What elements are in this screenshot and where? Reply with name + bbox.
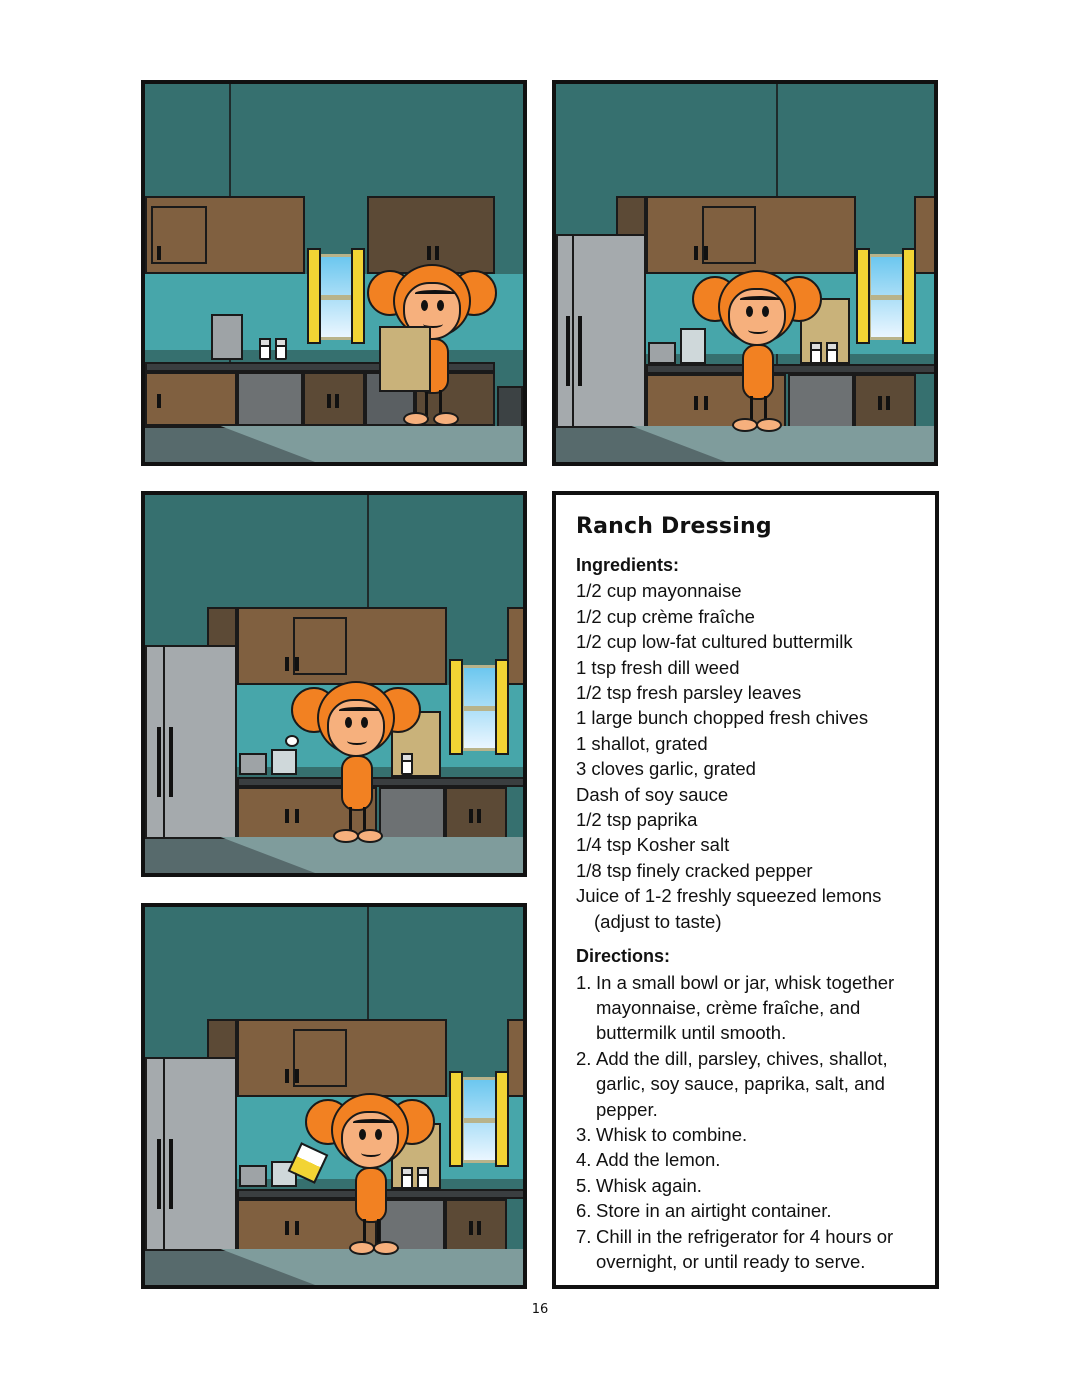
ingredient-note: (adjust to taste) [594,910,722,932]
ingredient-item: Dash of soy sauce [576,783,729,805]
curtain-left [856,248,870,344]
ingredient-item: 1/2 tsp paprika [576,809,698,831]
direction-step: 7. Chill in the refrigerator for 4 hours or overnight, or until ready to serve. [576,1225,894,1272]
ingredient-item: 1/2 cup crème fraîche [576,605,755,627]
direction-step: 1. In a small bowl or jar, whisk together mayonnaise, crème fraîche, and buttermilk until smooth. [576,971,895,1044]
trash-can [497,386,523,428]
lower-cabinet [145,372,237,426]
monkey-character [692,270,822,430]
ingredients-list [576,578,915,934]
ingredient-item: 1/4 tsp Kosher salt [576,834,730,856]
upper-cabinet [145,196,305,274]
ingredients-heading: Ingredients: [576,555,680,575]
comic-panel-2 [552,80,938,466]
direction-step: 4. Add the lemon. [576,1149,721,1171]
toaster [239,753,267,775]
recipe-title: Ranch Dressing [576,514,772,539]
directions-section [576,944,915,1274]
curtain-left [449,659,463,755]
ingredient-item: 1/2 tsp fresh parsley leaves [576,682,802,704]
direction-step: 5. Whisk again. [576,1174,702,1196]
grocery-bag [379,326,431,392]
ingredient-item [576,883,915,934]
coffee-maker [211,314,243,360]
refrigerator [556,234,646,434]
ingredient-item: 1/2 cup low-fat cultured buttermilk [576,631,853,653]
direction-step: 6. Store in an airtight container. [576,1200,832,1222]
recipe-card [552,491,939,1289]
monkey-character [305,1093,435,1253]
curtain-right [495,659,509,755]
jar [275,342,287,360]
cabinet-handle [427,246,431,260]
upper-cabinet [237,1019,447,1097]
upper-cabinet [237,607,447,685]
cabinet-handle [435,246,439,260]
comic-panel-3 [141,491,527,877]
ingredient-item: 1 shallot, grated [576,732,708,754]
refrigerator [145,645,237,845]
directions-heading: Directions: [576,946,671,967]
upper-cabinet [367,196,495,274]
direction-step: 2. Add the dill, parsley, chives, shallot, garlic, soy sauce, paprika, salt, and pepper. [576,1047,888,1120]
curtain-right [351,248,365,344]
direction-step: 3. Whisk to combine. [576,1123,748,1145]
lower-cabinet [445,1199,507,1253]
curtain-right [495,1071,509,1167]
curtain-right [902,248,916,344]
toaster [648,342,676,364]
ingredient-item: 1 tsp fresh dill weed [576,656,740,678]
ingredient-item: 3 cloves garlic, grated [576,758,756,780]
curtain-left [307,248,321,344]
jar [259,342,271,360]
cabinet-handle [157,246,161,260]
comic-panel-1 [141,80,527,466]
directions-list [576,970,915,1275]
toaster [239,1165,267,1187]
window [317,254,355,340]
jar [826,346,838,364]
ingredient-item: 1/8 tsp finely cracked pepper [576,859,813,881]
lower-cabinet [854,374,916,428]
comic-panel-4 [141,903,527,1289]
ingredient-text: Juice of 1-2 freshly squeezed lemons [576,885,882,907]
spoon [285,735,299,747]
page-number: 16 [531,1302,549,1317]
lower-cabinet [303,372,365,426]
upper-cabinet [646,196,856,274]
ingredient-item: 1/2 cup mayonnaise [576,580,742,602]
refrigerator [145,1057,237,1257]
dishwasher [237,372,303,426]
lower-cabinet [445,787,507,841]
ingredient-item: 1 large bunch chopped fresh chives [576,707,869,729]
curtain-left [449,1071,463,1167]
monkey-character [291,681,421,841]
